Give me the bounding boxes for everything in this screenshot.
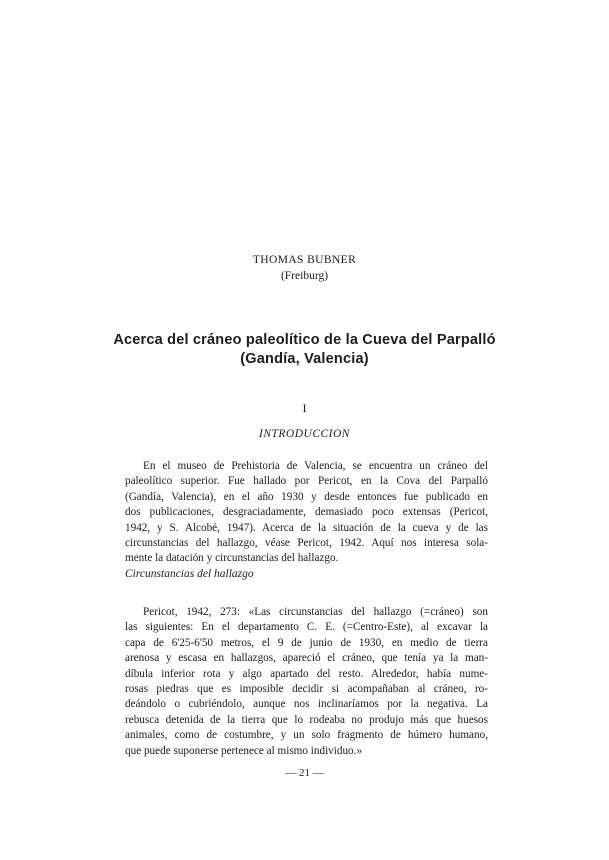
text-line: circunstancias del hallazgo, véase Pericot, 1942. Aquí nos interesa sola- (125, 537, 488, 550)
author-name: THOMAS BUBNER (252, 254, 357, 266)
author-affiliation: (Freiburg) (280, 270, 329, 282)
text-line: las siguientes: En el departamento C. E. (=Centro-Este), al excavar la (125, 621, 488, 634)
text-line: rebusca detenida de la tierra que lo rodeaba no produjo más que huesos (125, 713, 488, 726)
article-title (60, 331, 549, 369)
text-line: animales, como de costumbre, y un solo fragmento de húmero humano, (125, 729, 488, 742)
text-line: arenosa y escasa en hallazgos, apareció el cráneo, que tenía ya la man- (125, 652, 488, 665)
article-title-line-2: (Gandía, Valencia) (240, 351, 369, 367)
page-number: — 21 — (285, 767, 324, 779)
paragraph-intro (125, 459, 488, 567)
text-line: capa de 6'25-6'50 metros, el 9 de junio de 1930, en medio de tierra (125, 636, 488, 649)
article-title-line-1: Acerca del cráneo paleolítico de la Cueva del Parpalló (113, 332, 496, 348)
text-line: 1942, y S. Alcobé, 1947). Acerca de la situación de la cueva y de las (125, 521, 488, 534)
text-line: (Gandía, Valencia), en el año 1930 y desde entonces fue publicado en (125, 490, 488, 503)
text-line: En el museo de Prehistoria de Valencia, se encuentra un cráneo del (143, 460, 488, 472)
text-line: paleolítico superior. Fue hallado por Pericot, en la Cova del Parpalló (125, 475, 488, 488)
text-line: que puede suponerse pertenece al mismo individuo.» (125, 744, 363, 757)
section-title: INTRODUCCION (259, 428, 350, 440)
text-line: Pericot, 1942, 273: «Las circunstancias del hallazgo (=cráneo) son (143, 606, 488, 618)
section-number: I (302, 401, 307, 415)
text-line: rosas piedras que es imposible decidir si acompañaban al cráneo, ro- (125, 683, 488, 696)
subheading: Circunstancias del hallazgo (125, 568, 254, 580)
text-line: deándolo o cubriéndolo, aunque nos inclinaríamos por la negativa. La (125, 698, 488, 711)
paragraph-circumstances (125, 605, 488, 759)
text-line: díbula inferior rota y algo apartado del resto. Alrededor, había nume- (125, 667, 488, 680)
text-line: mente la datación y circunstancias del hallazgo. (125, 552, 339, 565)
text-line: dos publicaciones, desgraciadamente, demasiado poco extensas (Pericot, (125, 506, 488, 519)
